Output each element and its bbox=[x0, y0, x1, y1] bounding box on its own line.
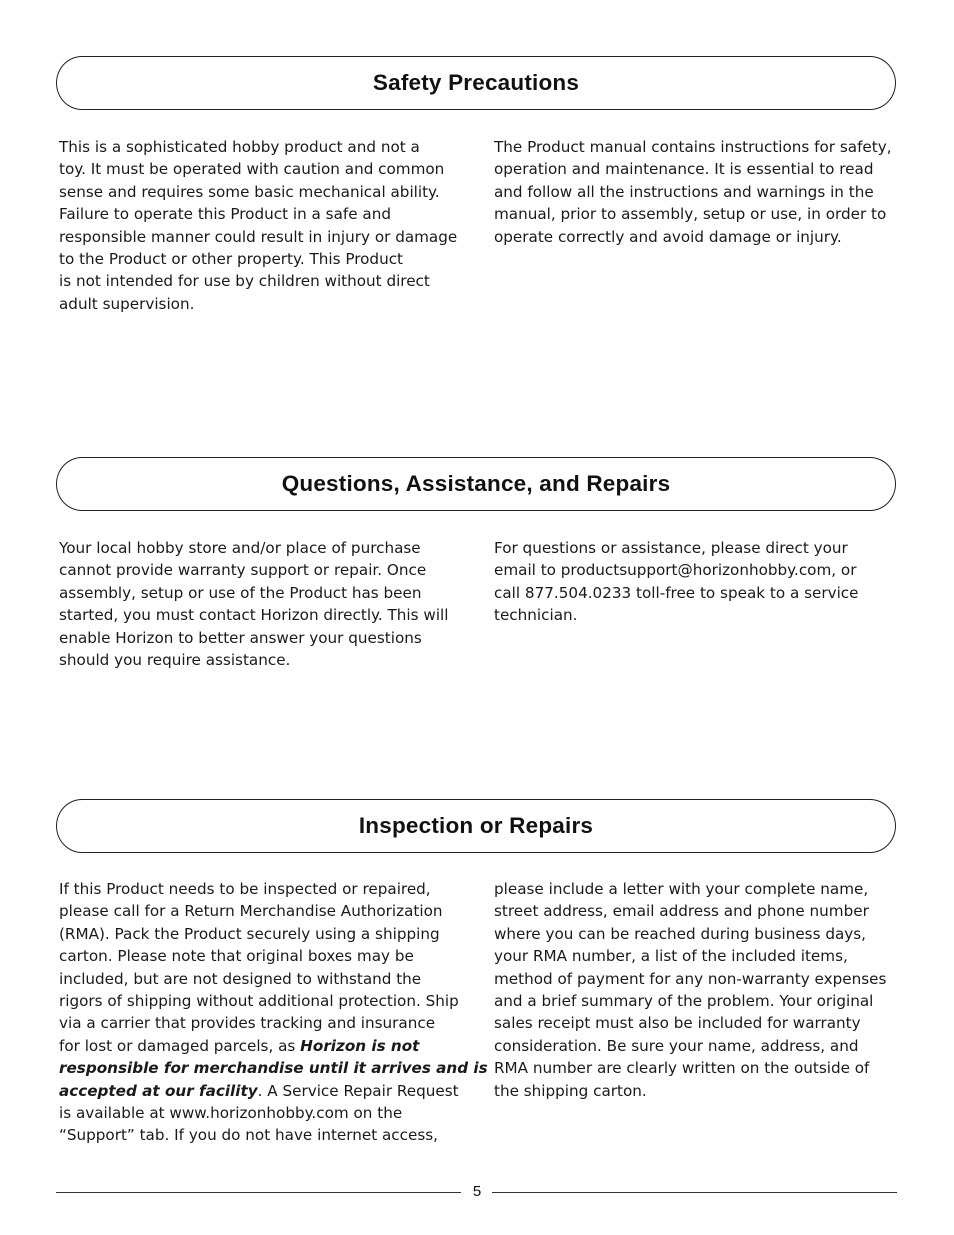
text-line: This is a sophisticated hobby product and not a bbox=[59, 138, 420, 156]
text-line bbox=[59, 1035, 488, 1057]
text-line: started, you must contact Horizon directly. This will bbox=[59, 606, 449, 625]
bold-italic-text: responsible for merchandise until it arrives and is bbox=[59, 1059, 488, 1078]
section-title-inspection: Inspection or Repairs bbox=[358, 813, 594, 838]
inspection-left-column bbox=[59, 878, 488, 1147]
text-line: The Product manual contains instructions for safety, bbox=[494, 138, 892, 156]
text-line: please call for a Return Merchandise Authorization bbox=[59, 902, 443, 921]
footer-rule-left bbox=[56, 1192, 461, 1193]
text-line: your RMA number, a list of the included items, bbox=[494, 947, 848, 966]
section-title-safety: Safety Precautions bbox=[372, 70, 580, 95]
text-line: is available at www.horizonhobby.com on the bbox=[59, 1104, 403, 1123]
text-line: If this Product needs to be inspected or repaired, bbox=[59, 880, 431, 898]
text-line: included, but are not designed to withstand the bbox=[59, 969, 422, 988]
text-line: via a carrier that provides tracking and insurance bbox=[59, 1014, 436, 1033]
text-line: (RMA). Pack the Product securely using a shipping bbox=[59, 924, 440, 943]
text-line: RMA number are clearly written on the outside of bbox=[494, 1059, 870, 1078]
text-line: please include a letter with your complete name, bbox=[494, 880, 869, 898]
text-line: assembly, setup or use of the Product has been bbox=[59, 583, 422, 602]
section-title-questions: Questions, Assistance, and Repairs bbox=[281, 471, 671, 496]
text-line: For questions or assistance, please direct your bbox=[494, 539, 848, 557]
footer-rule-right bbox=[492, 1192, 897, 1193]
section-header-inspection bbox=[56, 799, 896, 853]
text-line: call 877.504.0233 toll-free to speak to a service bbox=[494, 583, 859, 602]
text-line: “Support” tab. If you do not have internet access, bbox=[59, 1126, 438, 1145]
text-line: technician. bbox=[494, 606, 578, 625]
text-line bbox=[59, 1080, 488, 1102]
questions-right-column bbox=[494, 537, 859, 627]
text-line: street address, email address and phone number bbox=[494, 902, 869, 921]
section-header-safety bbox=[56, 56, 896, 110]
text-line: enable Horizon to better answer your questions bbox=[59, 628, 422, 647]
text-line: and a brief summary of the problem. Your original bbox=[494, 992, 874, 1011]
text-line: responsible manner could result in injury or damage bbox=[59, 227, 458, 246]
text-line: carton. Please note that original boxes may be bbox=[59, 947, 414, 966]
text-line: manual, prior to assembly, setup or use, in order to bbox=[494, 205, 887, 224]
text-line: rigors of shipping without additional protection. Ship bbox=[59, 992, 459, 1011]
text-line: toy. It must be operated with caution and common bbox=[59, 160, 445, 179]
text-line: where you can be reached during business days, bbox=[494, 924, 866, 943]
page-number: 5 bbox=[472, 1183, 482, 1200]
text-line: is not intended for use by children without direct bbox=[59, 272, 430, 291]
text-line: and follow all the instructions and warnings in the bbox=[494, 182, 874, 201]
text-line: should you require assistance. bbox=[59, 651, 291, 670]
section-header-questions bbox=[56, 457, 896, 511]
bold-italic-text: Horizon is not bbox=[300, 1036, 420, 1055]
text-run: for lost or damaged parcels, as bbox=[59, 1036, 301, 1055]
text-line: operate correctly and avoid damage or injury. bbox=[494, 227, 842, 246]
bold-italic-text: accepted at our facility bbox=[59, 1081, 258, 1100]
text-line: sense and requires some basic mechanical ability. bbox=[59, 182, 440, 201]
text-line: email to productsupport@horizonhobby.com, or bbox=[494, 561, 857, 580]
text-line: Your local hobby store and/or place of purchase bbox=[59, 539, 421, 557]
text-line: consideration. Be sure your name, address, and bbox=[494, 1036, 859, 1055]
text-line: to the Product or other property. This Product bbox=[59, 250, 403, 269]
text-line: adult supervision. bbox=[59, 294, 195, 313]
text-line: cannot provide warranty support or repair. Once bbox=[59, 561, 427, 580]
inspection-right-column bbox=[494, 878, 886, 1102]
text-line: Failure to operate this Product in a safe and bbox=[59, 205, 391, 224]
text-line: operation and maintenance. It is essential to read bbox=[494, 160, 874, 179]
text-run: . A Service Repair Request bbox=[257, 1081, 459, 1100]
safety-left-column bbox=[59, 136, 457, 315]
text-line: sales receipt must also be included for warranty bbox=[494, 1014, 861, 1033]
safety-right-column bbox=[494, 136, 892, 248]
questions-left-column bbox=[59, 537, 448, 671]
text-line: method of payment for any non-warranty expenses bbox=[494, 969, 887, 988]
text-line: the shipping carton. bbox=[494, 1081, 647, 1100]
